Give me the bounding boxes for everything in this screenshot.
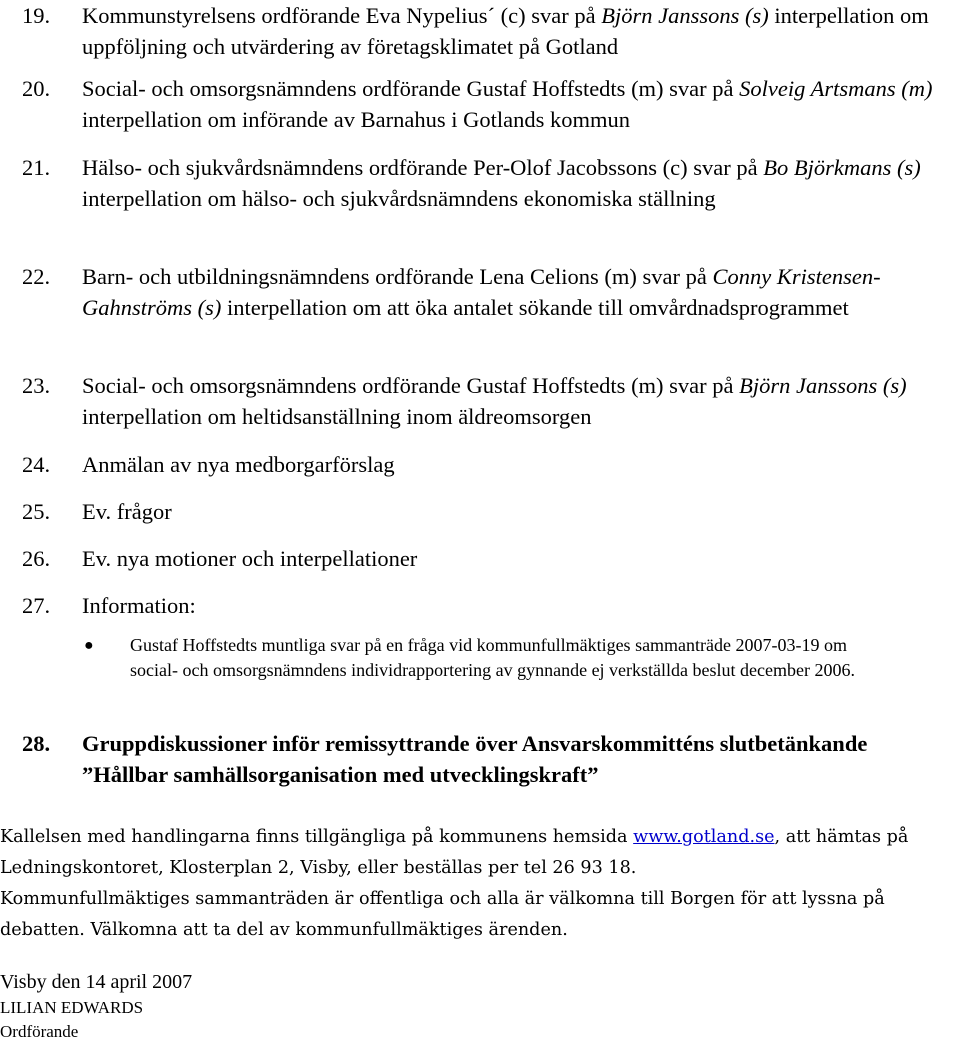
- item-text: Hälso- och sjukvårdsnämndens ordförande Per-Olof Jacobssons (c) svar på Bo Björkmans (s) interpellation om hälso- och sjukvårdsnämndens ekonomiska ställning: [82, 155, 921, 211]
- bullet-icon: ●: [84, 637, 94, 654]
- agenda-item-28: [22, 728, 952, 790]
- item-text: Ev. frågor: [82, 499, 172, 524]
- item-number: 27.: [22, 593, 51, 618]
- signatory-title: Ordförande: [0, 1022, 79, 1041]
- item-number: 22.: [22, 264, 51, 289]
- agenda-item-21: [22, 152, 952, 214]
- item-number: 19.: [22, 3, 51, 28]
- information-bullet: [84, 633, 884, 683]
- item-text: Gruppdiskussioner inför remissyttrande över Ansvarskommitténs slutbetänkande ”Hållbar samhällsorganisation med utvecklingskraft”: [82, 731, 868, 787]
- agenda-item-23: [22, 370, 952, 432]
- agenda-item-24: [22, 449, 952, 480]
- item-text: Ev. nya motioner och interpellationer: [82, 546, 418, 571]
- item-text: Barn- och utbildningsnämndens ordförande Lena Celions (m) svar på Conny Kristensen-Gahnströms (s) interpellation om att öka antalet sökande till omvårdnadsprogrammet: [82, 264, 881, 320]
- website-link[interactable]: www.gotland.se: [633, 827, 775, 847]
- agenda-item-27: [22, 590, 952, 621]
- footer-paragraph-1: Kallelsen med handlingarna finns tillgängliga på kommunens hemsida www.gotland.se, att hämtas på Ledningskontoret, Klosterplan 2, Visby, eller beställas per tel 26 93 18.: [0, 827, 909, 878]
- item-text: Social- och omsorgsnämndens ordförande Gustaf Hoffstedts (m) svar på Björn Janssons (s) interpellation om heltidsanställning inom äldreomsorgen: [82, 373, 907, 429]
- agenda-item-25: [22, 496, 952, 527]
- footer-paragraph-2: Kommunfullmäktiges sammanträden är offentliga och alla är välkomna till Borgen för att lyssna på debatten. Välkomna att ta del av kommunfullmäktiges ärenden.: [0, 889, 885, 940]
- agenda-item-19: [22, 0, 952, 62]
- place-date: Visby den 14 april 2007: [0, 971, 193, 993]
- item-number: 26.: [22, 546, 51, 571]
- item-number: 25.: [22, 499, 51, 524]
- item-number: 28.: [22, 731, 51, 756]
- item-number: 21.: [22, 155, 51, 180]
- agenda-item-26: [22, 543, 952, 574]
- item-text: Social- och omsorgsnämndens ordförande Gustaf Hoffstedts (m) svar på Solveig Artsmans (m) interpellation om införande av Barnahus i Gotlands kommun: [82, 76, 933, 132]
- item-text: Kommunstyrelsens ordförande Eva Nypelius´ (c) svar på Björn Janssons (s) interpellation om uppföljning och utvärdering av företagsklimatet på Gotland: [82, 3, 929, 59]
- bullet-text: Gustaf Hoffstedts muntliga svar på en fråga vid kommunfullmäktiges sammanträde 2007-03-19 om social- och omsorgsnämndens individrapportering av gynnande ej verkställda beslut december 2006.: [130, 635, 855, 680]
- item-text: Information:: [82, 593, 196, 618]
- item-number: 20.: [22, 76, 51, 101]
- item-text: Anmälan av nya medborgarförslag: [82, 452, 395, 477]
- signatory-name: LILIAN EDWARDS: [0, 998, 144, 1017]
- item-number: 23.: [22, 373, 51, 398]
- agenda-item-20: [22, 73, 952, 135]
- item-number: 24.: [22, 452, 51, 477]
- agenda-item-22: [22, 261, 952, 323]
